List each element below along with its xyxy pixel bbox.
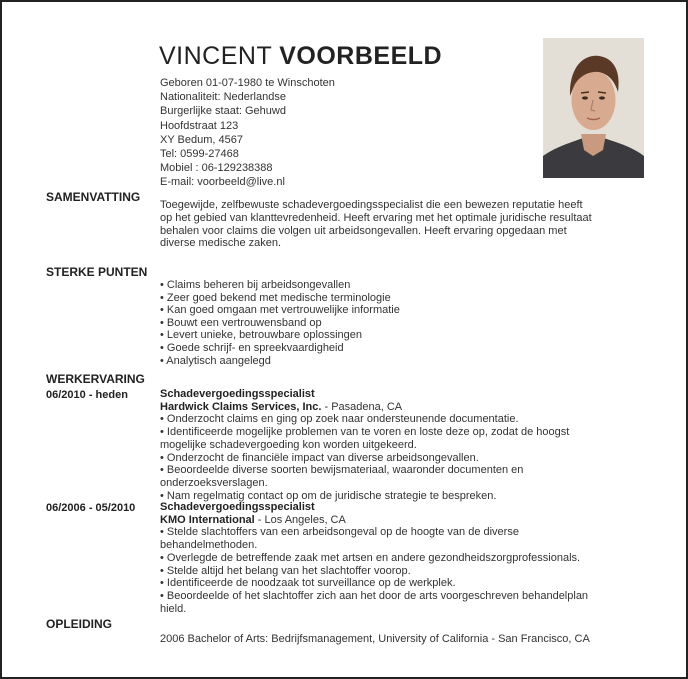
- marital-status: Burgerlijke staat: Gehuwd: [160, 105, 286, 118]
- job-line: onderzoeksverslagen.: [160, 476, 268, 489]
- job-2-title: Schadevergoedingsspecialist: [160, 501, 315, 513]
- summary-line: behalen voor claims die volgen uit arbeidsongevallen. Heeft ervaring opgedaan met: [160, 224, 567, 237]
- last-name: VOORBEELD: [279, 42, 443, 70]
- job-2-location: - Los Angeles, CA: [254, 513, 346, 526]
- job-2-company: KMO International: [160, 513, 255, 526]
- email: E-mail: voorbeeld@live.nl: [160, 176, 285, 189]
- list-item: • Kan goed omgaan met vertrouwelijke informatie: [160, 304, 400, 317]
- list-item: • Goede schrijf- en spreekvaardigheid: [160, 341, 344, 354]
- job-1-dates: 06/2010 - heden: [46, 389, 128, 401]
- job-line: • Identificeerde mogelijke problemen van te voren en loste deze op, zodat de hoogst: [160, 426, 570, 439]
- summary-line: op het gebied van klanttevredenheid. Heeft ervaring met het optimale juridische resultaat: [160, 211, 592, 224]
- summary-heading: SAMENVATTING: [46, 190, 141, 204]
- job-line: • Onderzocht de financiële impact van diverse arbeidsongevallen.: [160, 451, 479, 464]
- job-line: mogelijke schadevergoeding kon worden uitgekeerd.: [160, 438, 417, 451]
- strengths-heading: STERKE PUNTEN: [46, 265, 148, 279]
- list-item: • Analytisch aangelegd: [160, 354, 271, 367]
- job-1: [160, 388, 632, 502]
- list-item: • Levert unieke, betrouwbare oplossingen: [160, 329, 362, 342]
- phone: Tel: 0599-27468: [160, 148, 239, 161]
- strengths-list: [160, 279, 640, 367]
- job-line: • Beoordeelde of het slachtoffer zich aan het door de arts voorgeschreven behandelplan: [160, 589, 589, 602]
- job-line: • Stelde slachtoffers van een arbeidsongeval op de hoogte van de diverse: [160, 526, 519, 539]
- nationality: Nationaliteit: Nederlandse: [160, 91, 286, 104]
- list-item: • Bouwt een vertrouwensband op: [160, 316, 322, 329]
- first-name: VINCENT: [159, 42, 272, 70]
- candidate-name: [159, 42, 442, 71]
- job-line: hield.: [160, 602, 187, 615]
- job-line: • Onderzocht claims en ging op zoek naar ondersteunende documentatie.: [160, 413, 519, 426]
- list-item: • Claims beheren bij arbeidsongevallen: [160, 279, 351, 291]
- job-line: • Nam regelmatig contact op om de juridische strategie te bespreken.: [160, 489, 497, 502]
- job-1-location: - Pasadena, CA: [321, 400, 403, 413]
- job-line: • Beoordeelde diverse soorten bewijsmateriaal, waaronder documenten en: [160, 464, 524, 477]
- job-line: • Overlegde de betreffende zaak met artsen en andere gezondheidszorgprofessionals.: [160, 551, 581, 564]
- contact-info: [160, 76, 335, 190]
- job-1-employer: [160, 401, 632, 414]
- summary-text: [160, 199, 630, 250]
- job-line: • Stelde altijd het belang van het slachtoffer voorop.: [160, 564, 411, 577]
- list-item: • Zeer goed bekend met medische terminologie: [160, 291, 391, 304]
- street-address: Hoofdstraat 123: [160, 119, 239, 132]
- birth-info: Geboren 01-07-1980 te Winschoten: [160, 77, 335, 89]
- job-2-employer: [160, 514, 632, 527]
- profile-photo: [543, 38, 644, 178]
- postal-city: XY Bedum, 4567: [160, 133, 243, 146]
- education-heading: OPLEIDING: [46, 617, 113, 631]
- summary-line: Toegewijde, zelfbewuste schadevergoedingsspecialist die een bewezen reputatie heeft: [160, 199, 583, 211]
- job-line: behandelmethoden.: [160, 539, 258, 552]
- job-1-company: Hardwick Claims Services, Inc.: [160, 400, 322, 413]
- experience-heading: WERKERVARING: [46, 372, 145, 386]
- education-entry: 2006 Bachelor of Arts: Bedrijfsmanagement, University of California - San Francisco, CA: [160, 633, 590, 645]
- job-2: [160, 501, 632, 615]
- job-1-title: Schadevergoedingsspecialist: [160, 388, 315, 400]
- mobile: Mobiel : 06-129238388: [160, 162, 273, 175]
- job-line: • Identificeerde de noodzaak tot surveillance op de werkplek.: [160, 577, 456, 590]
- job-2-dates: 06/2006 - 05/2010: [46, 502, 136, 514]
- summary-line: diverse medische zaken.: [160, 237, 282, 250]
